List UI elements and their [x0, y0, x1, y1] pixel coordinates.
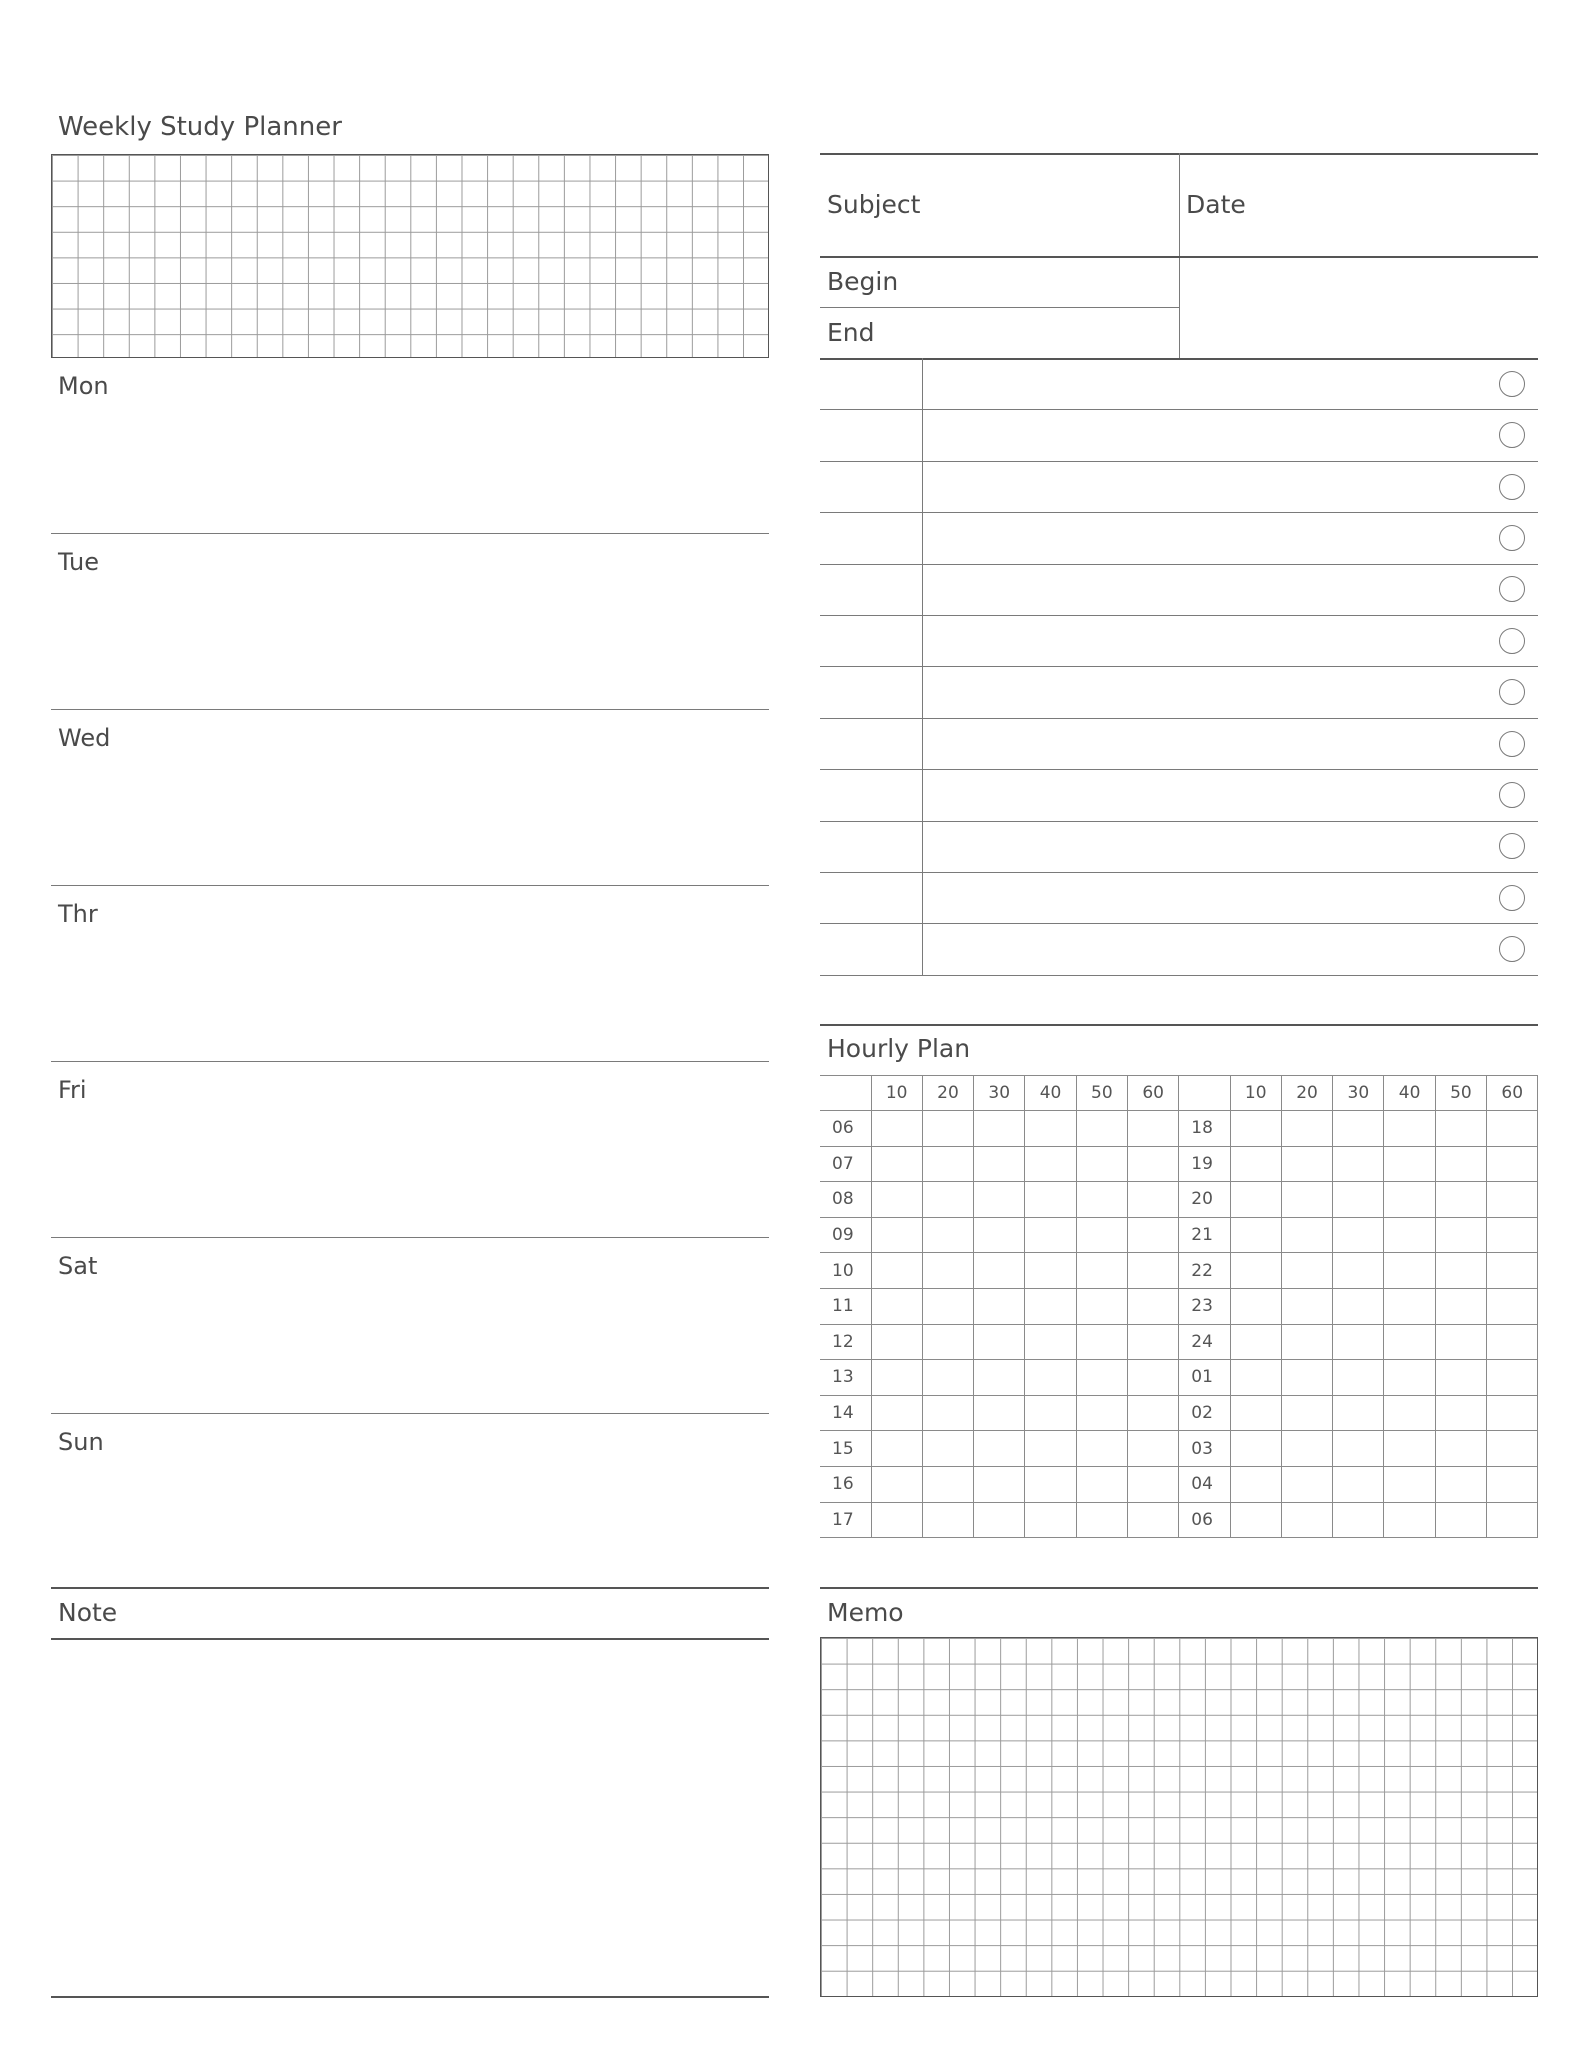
hourly-cell[interactable]	[1127, 1111, 1178, 1147]
hourly-cell[interactable]	[1333, 1182, 1384, 1218]
day-section-fri[interactable]	[51, 1062, 769, 1238]
hourly-cell[interactable]	[1076, 1360, 1127, 1396]
hourly-cell[interactable]	[1127, 1182, 1178, 1218]
task-row[interactable]	[820, 461, 1538, 512]
day-label: Thr	[58, 900, 98, 928]
hourly-cell[interactable]	[1076, 1111, 1127, 1147]
hourly-cell[interactable]	[922, 1466, 973, 1502]
hourly-cell[interactable]	[1487, 1395, 1538, 1431]
hour-label: 14	[820, 1395, 871, 1431]
hourly-header-row	[820, 1076, 1538, 1111]
hourly-cell[interactable]	[1435, 1466, 1486, 1502]
minute-header: 40	[1384, 1076, 1435, 1111]
hourly-cell[interactable]	[1384, 1111, 1435, 1147]
hourly-cell[interactable]	[974, 1253, 1025, 1289]
hour-label: 06	[1179, 1502, 1230, 1538]
hourly-cell[interactable]	[871, 1217, 922, 1253]
hourly-cell[interactable]	[1127, 1466, 1178, 1502]
hourly-cell[interactable]	[871, 1182, 922, 1218]
hourly-cell[interactable]	[1025, 1502, 1076, 1538]
hour-label: 19	[1179, 1146, 1230, 1182]
hourly-cell[interactable]	[922, 1182, 973, 1218]
hourly-row	[820, 1111, 1538, 1147]
hourly-cell[interactable]	[1435, 1395, 1486, 1431]
task-row[interactable]	[820, 872, 1538, 923]
memo-grid[interactable]	[820, 1637, 1538, 1997]
day-label: Sat	[58, 1252, 98, 1280]
hour-label: 04	[1179, 1466, 1230, 1502]
hourly-cell[interactable]	[1333, 1466, 1384, 1502]
hourly-cell[interactable]	[1487, 1324, 1538, 1360]
top-grid[interactable]	[51, 154, 769, 358]
hourly-cell[interactable]	[1025, 1111, 1076, 1147]
day-section-wed[interactable]	[51, 710, 769, 886]
hourly-cell[interactable]	[1384, 1395, 1435, 1431]
day-section-sat[interactable]	[51, 1238, 769, 1414]
hourly-cell[interactable]	[1230, 1502, 1281, 1538]
begin-label: Begin	[827, 267, 899, 296]
day-section-thr[interactable]	[51, 886, 769, 1062]
hourly-cell[interactable]	[1230, 1466, 1281, 1502]
hourly-cell[interactable]	[1025, 1360, 1076, 1396]
note-label: Note	[58, 1598, 118, 1627]
hourly-cell[interactable]	[1281, 1111, 1332, 1147]
task-row[interactable]	[820, 769, 1538, 820]
hourly-cell[interactable]	[1333, 1502, 1384, 1538]
hour-label: 10	[820, 1253, 871, 1289]
hourly-cell[interactable]	[1127, 1502, 1178, 1538]
minute-header: 50	[1076, 1076, 1127, 1111]
hourly-cell[interactable]	[1384, 1324, 1435, 1360]
hourly-row	[820, 1360, 1538, 1396]
hourly-cell[interactable]	[871, 1360, 922, 1396]
hourly-cell[interactable]	[974, 1146, 1025, 1182]
hourly-cell[interactable]	[871, 1288, 922, 1324]
hourly-plan-title: Hourly Plan	[827, 1034, 971, 1063]
hourly-cell[interactable]	[1384, 1253, 1435, 1289]
hourly-cell[interactable]	[974, 1324, 1025, 1360]
hourly-cell[interactable]	[1384, 1502, 1435, 1538]
hourly-cell[interactable]	[1230, 1146, 1281, 1182]
date-label: Date	[1186, 190, 1246, 219]
hourly-row	[820, 1324, 1538, 1360]
hourly-cell[interactable]	[1281, 1502, 1332, 1538]
hourly-cell[interactable]	[974, 1217, 1025, 1253]
day-section-sun[interactable]	[51, 1414, 769, 1590]
hourly-cell[interactable]	[1076, 1253, 1127, 1289]
task-checkbox-icon[interactable]	[1499, 628, 1525, 654]
hourly-cell[interactable]	[1435, 1182, 1486, 1218]
hourly-cell[interactable]	[871, 1324, 922, 1360]
hourly-cell[interactable]	[1435, 1288, 1486, 1324]
task-row[interactable]	[820, 666, 1538, 717]
task-row[interactable]	[820, 409, 1538, 460]
hourly-cell[interactable]	[1025, 1431, 1076, 1467]
hourly-cell[interactable]	[1127, 1395, 1178, 1431]
hourly-cell[interactable]	[1025, 1146, 1076, 1182]
day-label: Sun	[58, 1428, 104, 1456]
hourly-cell[interactable]	[1435, 1111, 1486, 1147]
hourly-cell[interactable]	[1025, 1466, 1076, 1502]
hourly-row	[820, 1217, 1538, 1253]
hour-label: 06	[820, 1111, 871, 1147]
hourly-cell[interactable]	[1076, 1466, 1127, 1502]
hourly-cell[interactable]	[1487, 1217, 1538, 1253]
hourly-cell[interactable]	[1435, 1217, 1486, 1253]
hour-label: 07	[820, 1146, 871, 1182]
hourly-cell[interactable]	[922, 1360, 973, 1396]
hour-label: 18	[1179, 1111, 1230, 1147]
hourly-cell[interactable]	[1230, 1182, 1281, 1218]
task-checkbox-icon[interactable]	[1499, 731, 1525, 757]
note-area[interactable]	[51, 1640, 769, 1996]
hourly-cell[interactable]	[871, 1466, 922, 1502]
hour-label: 13	[820, 1360, 871, 1396]
hourly-cell[interactable]	[1025, 1288, 1076, 1324]
hourly-cell[interactable]	[1487, 1111, 1538, 1147]
hourly-cell[interactable]	[1230, 1324, 1281, 1360]
hourly-cell[interactable]	[1487, 1360, 1538, 1396]
hour-header-blank	[1179, 1076, 1230, 1111]
hour-label: 08	[820, 1182, 871, 1218]
hourly-cell[interactable]	[1281, 1182, 1332, 1218]
hourly-cell[interactable]	[1384, 1288, 1435, 1324]
hourly-cell[interactable]	[1384, 1431, 1435, 1467]
hour-label: 15	[820, 1431, 871, 1467]
hourly-row	[820, 1182, 1538, 1218]
hourly-cell[interactable]	[1435, 1146, 1486, 1182]
note-bottom-line	[51, 1996, 769, 1998]
hourly-cell[interactable]	[922, 1502, 973, 1538]
task-row[interactable]	[820, 564, 1538, 615]
task-row[interactable]	[820, 718, 1538, 769]
day-section-tue[interactable]	[51, 534, 769, 710]
hourly-cell[interactable]	[1127, 1360, 1178, 1396]
hour-label: 01	[1179, 1360, 1230, 1396]
hourly-cell[interactable]	[1384, 1360, 1435, 1396]
hourly-cell[interactable]	[922, 1111, 973, 1147]
hourly-cell[interactable]	[1025, 1395, 1076, 1431]
task-checkbox-icon[interactable]	[1499, 474, 1525, 500]
hourly-cell[interactable]	[871, 1111, 922, 1147]
minute-header: 20	[1281, 1076, 1332, 1111]
day-section-mon[interactable]	[51, 358, 769, 534]
minute-header: 60	[1127, 1076, 1178, 1111]
hourly-cell[interactable]	[1281, 1253, 1332, 1289]
hourly-cell[interactable]	[1333, 1253, 1384, 1289]
task-row[interactable]	[820, 923, 1538, 974]
hourly-cell[interactable]	[871, 1502, 922, 1538]
page-title: Weekly Study Planner	[58, 112, 342, 142]
hourly-cell[interactable]	[1281, 1288, 1332, 1324]
day-label: Tue	[58, 548, 99, 576]
task-checkbox-icon[interactable]	[1499, 679, 1525, 705]
hourly-row	[820, 1431, 1538, 1467]
hourly-cell[interactable]	[1076, 1324, 1127, 1360]
hourly-cell[interactable]	[1384, 1217, 1435, 1253]
hourly-cell[interactable]	[1076, 1146, 1127, 1182]
hour-label: 02	[1179, 1395, 1230, 1431]
hourly-cell[interactable]	[922, 1431, 973, 1467]
hourly-cell[interactable]	[1333, 1431, 1384, 1467]
hourly-cell[interactable]	[1487, 1146, 1538, 1182]
hourly-row	[820, 1466, 1538, 1502]
hourly-cell[interactable]	[1281, 1360, 1332, 1396]
hour-label: 22	[1179, 1253, 1230, 1289]
minute-header: 50	[1435, 1076, 1486, 1111]
hourly-cell[interactable]	[1230, 1395, 1281, 1431]
minute-header: 30	[1333, 1076, 1384, 1111]
hourly-cell[interactable]	[1384, 1146, 1435, 1182]
day-label: Wed	[58, 724, 111, 752]
task-row[interactable]	[820, 615, 1538, 666]
hour-label: 16	[820, 1466, 871, 1502]
hourly-cell[interactable]	[1076, 1395, 1127, 1431]
hourly-row	[820, 1253, 1538, 1289]
task-row[interactable]	[820, 512, 1538, 563]
hourly-cell[interactable]	[922, 1288, 973, 1324]
hourly-cell[interactable]	[1127, 1146, 1178, 1182]
hourly-cell[interactable]	[871, 1395, 922, 1431]
hourly-cell[interactable]	[974, 1431, 1025, 1467]
hour-label: 03	[1179, 1431, 1230, 1467]
hourly-cell[interactable]	[922, 1253, 973, 1289]
hourly-cell[interactable]	[1281, 1324, 1332, 1360]
hourly-cell[interactable]	[1230, 1360, 1281, 1396]
minute-header: 20	[922, 1076, 973, 1111]
hourly-cell[interactable]	[1025, 1182, 1076, 1218]
minute-header: 10	[871, 1076, 922, 1111]
hourly-cell[interactable]	[922, 1217, 973, 1253]
hour-label: 21	[1179, 1217, 1230, 1253]
hourly-cell[interactable]	[1333, 1360, 1384, 1396]
hourly-cell[interactable]	[922, 1324, 973, 1360]
hourly-cell[interactable]	[1025, 1253, 1076, 1289]
task-checkbox-icon[interactable]	[1499, 525, 1525, 551]
hourly-row	[820, 1502, 1538, 1538]
hourly-cell[interactable]	[1076, 1217, 1127, 1253]
hourly-cell[interactable]	[1435, 1360, 1486, 1396]
hourly-cell[interactable]	[1281, 1217, 1332, 1253]
hourly-row	[820, 1395, 1538, 1431]
hourly-cell[interactable]	[871, 1431, 922, 1467]
hourly-cell[interactable]	[922, 1395, 973, 1431]
hour-label: 17	[820, 1502, 871, 1538]
hourly-cell[interactable]	[974, 1182, 1025, 1218]
hourly-cell[interactable]	[922, 1146, 973, 1182]
hourly-cell[interactable]	[1281, 1395, 1332, 1431]
hourly-cell[interactable]	[1487, 1288, 1538, 1324]
note-top-line	[51, 1587, 769, 1589]
hourly-cell[interactable]	[974, 1288, 1025, 1324]
day-label: Mon	[58, 372, 109, 400]
hour-label: 20	[1179, 1182, 1230, 1218]
hourly-cell[interactable]	[1487, 1466, 1538, 1502]
minute-header: 30	[974, 1076, 1025, 1111]
hourly-cell[interactable]	[1333, 1217, 1384, 1253]
memo-label: Memo	[827, 1598, 904, 1627]
hourly-cell[interactable]	[1230, 1111, 1281, 1147]
hourly-cell[interactable]	[974, 1466, 1025, 1502]
hourly-cell[interactable]	[1384, 1182, 1435, 1218]
hourly-cell[interactable]	[1025, 1217, 1076, 1253]
hourly-cell[interactable]	[1127, 1324, 1178, 1360]
memo-top-line	[820, 1587, 1538, 1589]
hourly-cell[interactable]	[1127, 1431, 1178, 1467]
task-row[interactable]	[820, 821, 1538, 872]
hourly-cell[interactable]	[1025, 1324, 1076, 1360]
hourly-cell[interactable]	[1127, 1217, 1178, 1253]
hourly-cell[interactable]	[1487, 1502, 1538, 1538]
task-checkbox-icon[interactable]	[1499, 371, 1525, 397]
hourly-cell[interactable]	[1333, 1324, 1384, 1360]
minute-header: 10	[1230, 1076, 1281, 1111]
hourly-cell[interactable]	[1487, 1182, 1538, 1218]
begin-end-line	[820, 307, 1179, 308]
hourly-cell[interactable]	[1230, 1431, 1281, 1467]
task-row-line	[820, 975, 1538, 976]
hourly-cell[interactable]	[1435, 1431, 1486, 1467]
subject-label: Subject	[827, 190, 921, 219]
task-checkbox-icon[interactable]	[1499, 422, 1525, 448]
minute-header: 60	[1487, 1076, 1538, 1111]
end-label: End	[827, 318, 875, 347]
hourly-cell[interactable]	[1281, 1431, 1332, 1467]
hourly-cell[interactable]	[1076, 1182, 1127, 1218]
task-row[interactable]	[820, 358, 1538, 409]
hourly-cell[interactable]	[1384, 1466, 1435, 1502]
hourly-cell[interactable]	[1076, 1288, 1127, 1324]
hourly-cell[interactable]	[974, 1111, 1025, 1147]
hourly-cell[interactable]	[974, 1502, 1025, 1538]
hourly-top-line	[820, 1024, 1538, 1026]
hourly-cell[interactable]	[974, 1360, 1025, 1396]
header-mid-line	[820, 256, 1538, 258]
hourly-cell[interactable]	[871, 1146, 922, 1182]
task-checkbox-icon[interactable]	[1499, 936, 1525, 962]
hourly-cell[interactable]	[1333, 1146, 1384, 1182]
hourly-cell[interactable]	[1281, 1146, 1332, 1182]
hour-label: 24	[1179, 1324, 1230, 1360]
hourly-row	[820, 1146, 1538, 1182]
hourly-cell[interactable]	[1281, 1466, 1332, 1502]
hourly-cell[interactable]	[1230, 1288, 1281, 1324]
hourly-cell[interactable]	[1230, 1253, 1281, 1289]
hourly-cell[interactable]	[1127, 1288, 1178, 1324]
hourly-cell[interactable]	[1435, 1324, 1486, 1360]
hour-label: 09	[820, 1217, 871, 1253]
hourly-cell[interactable]	[974, 1395, 1025, 1431]
hourly-cell[interactable]	[871, 1253, 922, 1289]
hourly-cell[interactable]	[1076, 1502, 1127, 1538]
hourly-cell[interactable]	[1435, 1502, 1486, 1538]
hour-header-blank	[820, 1076, 871, 1111]
hourly-cell[interactable]	[1076, 1431, 1127, 1467]
hourly-cell[interactable]	[1333, 1288, 1384, 1324]
hourly-cell[interactable]	[1435, 1253, 1486, 1289]
hourly-plan-table	[820, 1075, 1538, 1538]
hourly-cell[interactable]	[1333, 1395, 1384, 1431]
hourly-row	[820, 1288, 1538, 1324]
hourly-cell[interactable]	[1487, 1253, 1538, 1289]
hourly-cell[interactable]	[1230, 1217, 1281, 1253]
minute-header: 40	[1025, 1076, 1076, 1111]
hour-label: 11	[820, 1288, 871, 1324]
hour-label: 23	[1179, 1288, 1230, 1324]
hour-label: 12	[820, 1324, 871, 1360]
hourly-cell[interactable]	[1127, 1253, 1178, 1289]
task-checkbox-icon[interactable]	[1499, 782, 1525, 808]
hourly-cell[interactable]	[1333, 1111, 1384, 1147]
day-label: Fri	[58, 1076, 87, 1104]
hourly-cell[interactable]	[1487, 1431, 1538, 1467]
task-checkbox-icon[interactable]	[1499, 885, 1525, 911]
